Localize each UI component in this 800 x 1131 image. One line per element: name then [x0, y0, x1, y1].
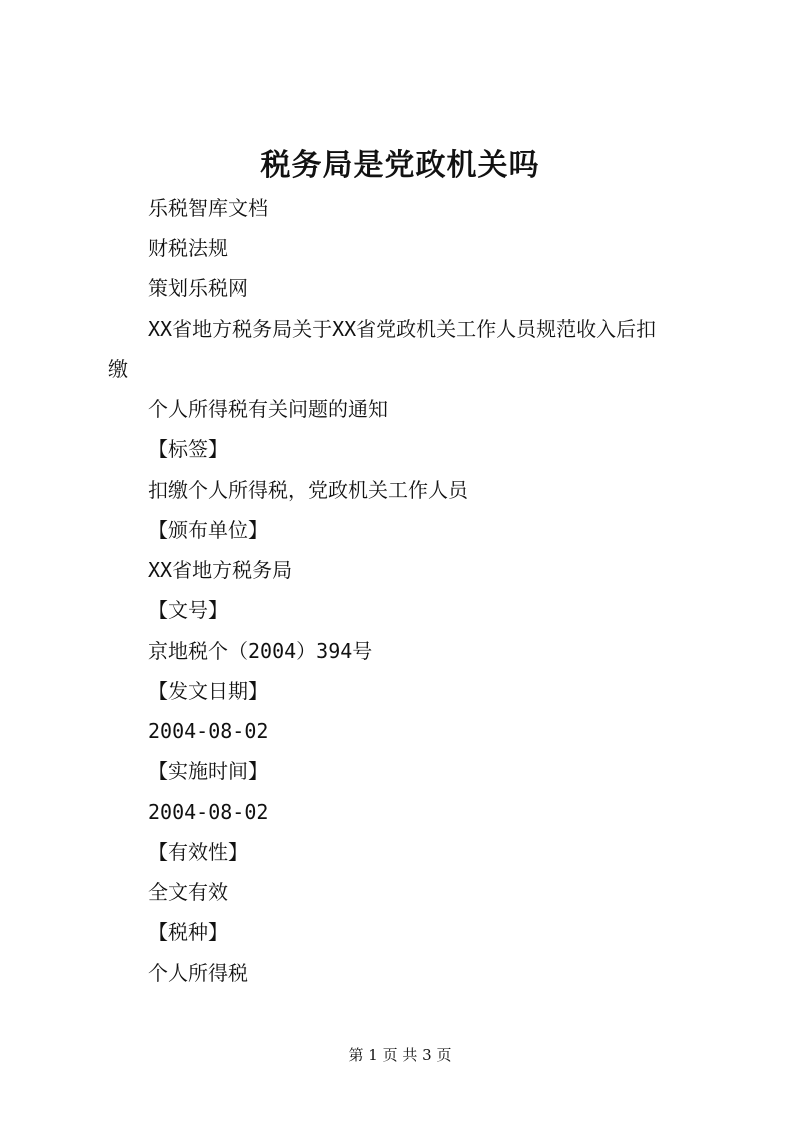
- text-line: XX省地方税务局关于XX省党政机关工作人员规范收入后扣: [148, 317, 657, 341]
- text-line: 京地税个（2004）394号: [148, 639, 373, 663]
- section-label: 【发文日期】: [148, 679, 268, 703]
- text-line: 个人所得税有关问题的通知: [148, 397, 388, 421]
- text-line-continuation: 缴: [108, 357, 128, 381]
- text-line: 乐税智库文档: [148, 196, 268, 220]
- section-label: 【标签】: [148, 437, 228, 461]
- section-label: 【文号】: [148, 598, 228, 622]
- text-line: 全文有效: [148, 880, 228, 904]
- text-line: 2004-08-02: [148, 719, 269, 743]
- section-label: 【有效性】: [148, 840, 248, 864]
- text-line: 个人所得税: [148, 961, 248, 985]
- text-line: XX省地方税务局: [148, 558, 293, 582]
- page-number-footer: 第 1 页 共 3 页: [348, 1046, 452, 1064]
- section-label: 【实施时间】: [148, 759, 268, 783]
- text-line: 2004-08-02: [148, 800, 269, 824]
- document-title: 税务局是党政机关吗: [260, 148, 540, 183]
- text-line: 财税法规: [148, 236, 228, 260]
- text-line: 扣缴个人所得税，党政机关工作人员: [148, 478, 468, 502]
- text-line: 策划乐税网: [148, 276, 248, 300]
- section-label: 【颁布单位】: [148, 518, 268, 542]
- section-label: 【税种】: [148, 920, 228, 944]
